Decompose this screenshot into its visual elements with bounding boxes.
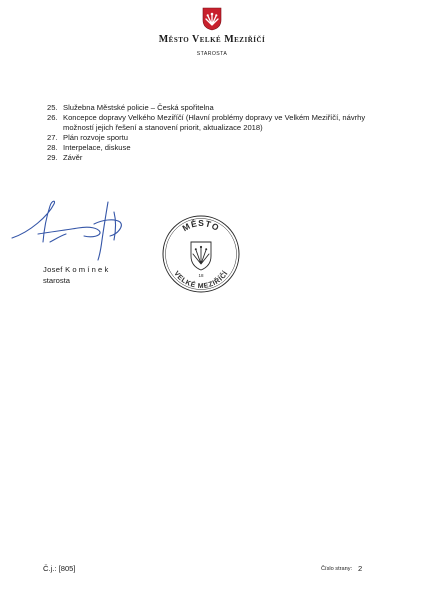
agenda-item-number: 26. [47, 113, 58, 122]
official-round-stamp-icon [161, 204, 241, 296]
agenda-item [47, 133, 367, 143]
reference-number: Č.j.: [805] [43, 564, 76, 573]
agenda-item [47, 143, 367, 153]
organization-role: STAROSTA [196, 51, 228, 57]
signer-name [43, 265, 110, 274]
agenda-item-text: Interpelace, diskuse [63, 143, 131, 152]
organization-name: Město Velké Meziříčí [158, 34, 266, 45]
agenda-item [47, 113, 367, 133]
handwritten-signature-icon [10, 190, 130, 262]
agenda-item-text: Závěr [63, 153, 83, 162]
agenda-item-number: 29. [47, 153, 58, 162]
svg-text:MĚSTO: MĚSTO [180, 217, 222, 234]
city-coat-of-arms-icon [202, 7, 222, 31]
svg-text:18: 18 [198, 273, 204, 278]
agenda-item-number: 27. [47, 133, 58, 142]
agenda-item-text: Služebna Městské policie – Česká spořitelna [63, 103, 214, 112]
agenda-item-number: 25. [47, 103, 58, 112]
agenda-item [47, 153, 367, 163]
signer-last-name: Komínek [65, 265, 111, 274]
agenda-item-text: Plán rozvoje sportu [63, 133, 129, 142]
agenda-item-number: 28. [47, 143, 58, 152]
signer-first-name: Josef [43, 265, 63, 274]
agenda-item-text: Koncepce dopravy Velkého Meziříčí (Hlavní problémy dopravy ve Velkém Meziříčí, návrhy možností jejich řešení a stanovení priorit, aktualizace 2018) [63, 113, 366, 132]
signer-role: starosta [43, 276, 71, 285]
agenda-item [47, 103, 367, 113]
page-number-label: Číslo strany: [321, 566, 353, 572]
page-number: 2 [358, 564, 363, 573]
agenda-list [47, 103, 367, 163]
svg-text:VELKÉ MEZIŘÍČÍ: VELKÉ MEZIŘÍČÍ [172, 270, 230, 291]
